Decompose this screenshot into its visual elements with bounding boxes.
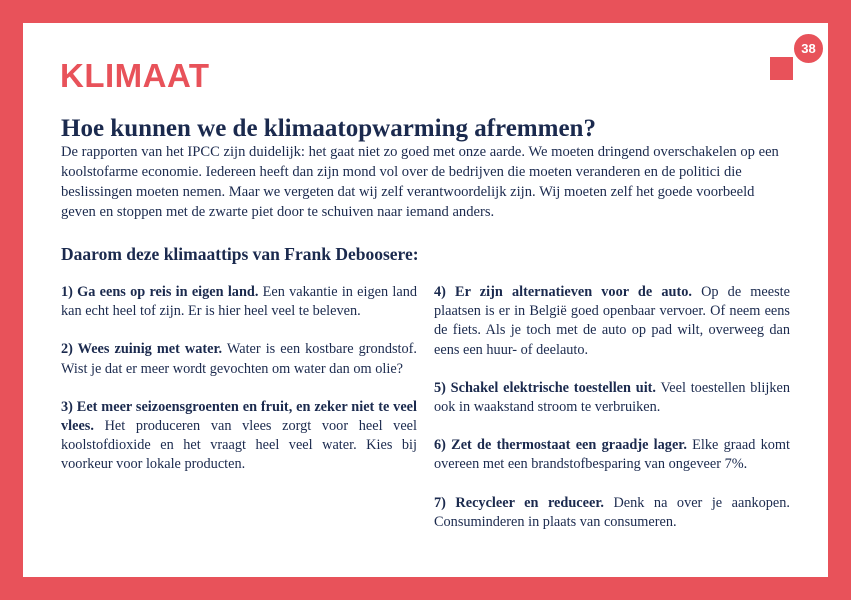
- tip-heading: 6) Zet de thermostaat een graadje lager.: [434, 437, 687, 454]
- section-brand-title: KLIMAAT: [60, 57, 210, 94]
- tip-heading: 1) Ga eens op reis in eigen land.: [61, 284, 259, 300]
- tip-text: Elke graad komt overeen met een brandstofbesparing van ongeveer 7%.: [434, 437, 790, 473]
- tips-column-left: [61, 283, 417, 494]
- intro-paragraph: De rapporten van het IPCC zijn duidelijk: het gaat niet zo goed met onze aarde. We moeten dringend overschakelen op een koolstofarme economie. Iedereen heeft dan zijn mond vol over de bedrijven die moeten veranderen en de politici die beslissingen moeten nemen. Maar we vergeten dat wij zelf verantwoordelijk zijn. Wij moeten zelf het goede voorbeeld geven en stoppen met de zwarte piet door te schuiven naar iemand anders.: [61, 144, 779, 220]
- tip-text: Water is een kostbare grondstof. Wist je dat er meer wordt gevochten om water dan om olie?: [61, 341, 417, 377]
- tip-item: [434, 494, 790, 532]
- tip-heading: 5) Schakel elektrische toestellen uit.: [434, 379, 657, 396]
- tip-text: Een vakantie in eigen land kan echt heel tof zijn. Er is hier heel veel te beleven.: [61, 284, 417, 320]
- tip-heading: 4) Er zijn alternatieven voor de auto.: [434, 284, 692, 300]
- tip-text: Veel toestellen blijken ook in waakstand stroom te verbruiken.: [434, 379, 790, 416]
- corner-decoration: [770, 57, 793, 80]
- tip-item: [434, 436, 790, 474]
- tip-item: [61, 398, 417, 475]
- tip-heading: 2) Wees zuinig met water.: [61, 341, 223, 358]
- tip-item: [434, 379, 790, 417]
- tip-text: Op de meeste plaatsen is er in België goed openbaar vervoer. Of neem eens de fiets. Als je toch met de auto op pad wilt, overweeg dan eens een huur- of deelauto.: [434, 284, 790, 358]
- tip-text: Denk na over je aankopen. Consuminderen in plaats van consumeren.: [434, 494, 790, 530]
- tips-subtitle: Daarom deze klimaattips van Frank Deboosere:: [61, 244, 419, 264]
- page-title: Hoe kunnen we de klimaatopwarming afremmen?: [61, 115, 596, 142]
- tip-item: [61, 283, 417, 321]
- tip-item: [434, 283, 790, 360]
- tip-text: Het produceren van vlees zorgt voor heel veel koolstofdioxide en het vraagt heel veel water. Kies bij voorkeur voor lokale producten.: [61, 418, 417, 473]
- page-number-badge: 38: [792, 32, 825, 65]
- tips-column-right: [434, 283, 790, 551]
- tip-heading: 7) Recycleer en reduceer.: [434, 494, 604, 511]
- tip-item: [61, 340, 417, 378]
- tip-heading: 3) Eet meer seizoensgroenten en fruit, en zeker niet te veel vlees.: [61, 398, 417, 435]
